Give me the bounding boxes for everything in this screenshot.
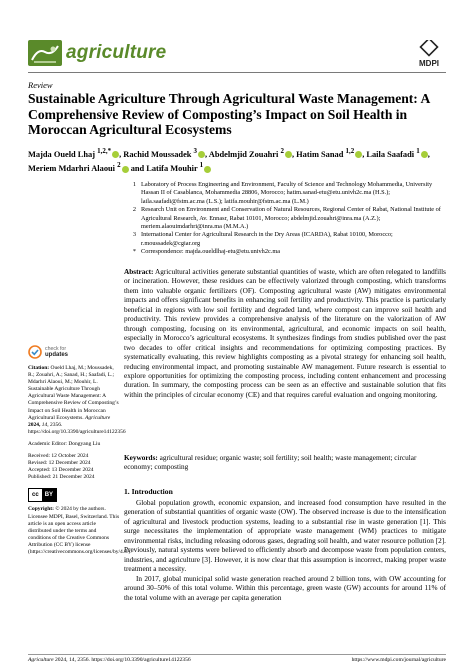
author-affil-sup: 1,2 bbox=[345, 147, 355, 155]
affiliation-item bbox=[124, 248, 446, 256]
received-date: Received: 12 October 2024 bbox=[28, 453, 89, 460]
article-title: Sustainable Agriculture Through Agricultural Waste Management: A Comprehensive Review of Composting’s Impact on Soil Health in Moroccan Agricultural Ecosystems bbox=[28, 91, 430, 138]
author-name: Meriem Mdarhri Alaoui bbox=[28, 164, 118, 174]
footer-journal: Agriculture bbox=[28, 657, 54, 663]
affiliation-mark: 2 bbox=[132, 206, 136, 214]
article-type: Review bbox=[28, 80, 53, 90]
author-name: , Hatim Sanad bbox=[291, 149, 346, 159]
copyright-block bbox=[28, 506, 132, 556]
affiliation-mark: 3 bbox=[132, 231, 136, 239]
cc-by-license-badge[interactable] bbox=[28, 488, 57, 502]
publisher-name: MDPI bbox=[419, 59, 439, 68]
keywords-label: Keywords: bbox=[124, 454, 158, 462]
author-affil-sup: 1,2,* bbox=[97, 147, 112, 155]
header-divider bbox=[28, 72, 446, 73]
keywords-text: agricultural residue; organic waste; soil fertility; soil health; waste management; circular economy; composting bbox=[124, 454, 417, 472]
citation-volume: 14, bbox=[40, 421, 49, 428]
orcid-icon[interactable] bbox=[285, 151, 292, 158]
mdpi-logo-icon bbox=[413, 40, 445, 68]
check-updates-top: check for bbox=[45, 346, 67, 352]
copyright-text: © 2024 by the authors. Licensee MDPI, Basel, Switzerland. This article is an open access article distributed under the terms and conditions of the Creative Commons Attribution (CC BY) license (https://creativecommons.org/licenses/by/4.0/). bbox=[28, 506, 132, 555]
author-name: , Laila Saafadi bbox=[362, 149, 417, 159]
affiliations bbox=[124, 181, 446, 257]
citation-pages[interactable]: 2356. https://doi.org/10.3390/agriculture14122356 bbox=[28, 421, 126, 435]
accepted-date: Accepted: 13 December 2024 bbox=[28, 467, 94, 474]
check-for-updates-button[interactable] bbox=[28, 345, 120, 359]
abstract-text: Agricultural activities generate substantial quantities of waste, which are often relegated to landfills or incineration. However, these residues can be effectively valorized through composting, which transforms them into valuable organic fertilizers (OF). Composting agricultural waste (AW) mitigates environmental impacts and offers significant benefits in enhancing soil fertility and productivity. This practice is particularly beneficial in regions with low soil fertility and degraded land, where compost can improve soil health and productivity. This review provides a comprehensive analysis of the literature on the valorization of AW through composting, focusing on its environmental, agricultural, and economic impacts on soil health, especially in Morocco’s agricultural ecosystems. It synthesizes findings from studies published over the past two decades to offer critical insights and recommendations for optimizing composting practices. By systematically evaluating, this review highlights composting as a pivotal strategy for enhancing soil health, reducing environmental impact, and promoting sustainable AW management. Future research is essential to explore opportunities for optimizing the composting process, including content enhancement and processing duration. In summary, the composting process can be seen as an effective and sustainable solution that fits within the principles of circular economy (CE) and that requires careful evaluation and ongoing monitoring. bbox=[124, 268, 446, 399]
citation-label: Citation: bbox=[28, 365, 50, 371]
author-affil-sup: 1 bbox=[416, 147, 420, 155]
affiliation-item bbox=[124, 206, 446, 231]
dates-block bbox=[28, 453, 120, 481]
author-name: , Rachid Moussadek bbox=[119, 149, 194, 159]
author-name: and Latifa Mouhir bbox=[128, 164, 200, 174]
paragraph: In 2017, global municipal solid waste generation reached around 2 billion tons, with OW accounting for around 30–50% of this total volume. Within this percentage, green waste (GW) accounts for around 11% of the total volume with an average per capita generation bbox=[124, 574, 446, 602]
orcid-icon[interactable] bbox=[204, 166, 211, 173]
affiliation-text: Laboratory of Process Engineering and Environment, Faculty of Science and Technology Mohammedia, University Hassan II of Casablanca, Mohammedia 28806, Morocco; hatim.sanad-etu@etu.univh2c.ma (H.S.); laila.saafadi@fstm.ac.ma (L.S.); latifa.mouhir@fstm.ac.ma (L.M.) bbox=[141, 181, 433, 205]
published-date: Published: 21 December 2024 bbox=[28, 474, 95, 481]
footer-divider bbox=[28, 654, 446, 655]
revised-date: Revised: 12 December 2024 bbox=[28, 460, 91, 467]
paragraph: Global population growth, economic expansion, and increased food consumption have resulted in the generation of substantial quantities of organic waste (OW). The observed increase is due to the intensification of agricultural and livestock production systems, leading to a substantial rise in waste generation [1]. This surge necessitates the implementation of appropriate waste management (WM) practices to mitigate environmental risks, including releasing odorous gases, degrading soil health, and water resource pollution [2]. Previously, natural systems were believed to efficiently absorb and decompose waste from population centers, industries, and agriculture [3]. However, it is now clear that this assumption is incorrect, making proper waste treatment a necessity. bbox=[124, 499, 446, 574]
author-list: Majda Oueld Lhaj $^{1,2,*}$ , Rachid Moussadek $^3$ , Abdelmjid Zouahri $^2$ , Hatim Sanad $^{1,2}$ , Laila Saafadi $^1$ , Meriem Mdarhri Alaoui $^2$ and Latifa Mouhir $^1$ bbox=[28, 147, 430, 174]
affiliation-item bbox=[124, 181, 446, 206]
by-icon: BY bbox=[42, 489, 56, 501]
cc-icon: cc bbox=[29, 489, 42, 501]
author-affil-sup: 2 bbox=[117, 161, 121, 170]
affiliation-text: Correspondence: majda.oueldlhaj-etu@etu.univh2c.ma bbox=[141, 248, 281, 256]
footer-journal-url[interactable]: https://www.mdpi.com/journal/agriculture bbox=[351, 657, 446, 663]
orcid-icon[interactable] bbox=[198, 151, 205, 158]
citation-block bbox=[28, 365, 126, 436]
section-heading: 1. Introduction bbox=[124, 487, 173, 496]
citation-journal: Agriculture bbox=[84, 414, 111, 421]
journal-logo-icon bbox=[28, 40, 62, 66]
abstract-label: Abstract: bbox=[124, 268, 154, 276]
abstract bbox=[124, 268, 446, 400]
affiliation-item bbox=[124, 231, 446, 248]
affiliation-text: Research Unit on Environment and Conservation of Natural Resources, Regional Center of Rabat, National Institute of Agricultural Research, Av. Ennasr, Rabat 10101, Morocco; abdelmjid.zouahri@inra.ma (A.Z.); meriem.alaouimdarhri@inra.ma (M.M.A.) bbox=[141, 206, 441, 231]
orcid-icon[interactable] bbox=[122, 166, 129, 173]
affiliation-text: International Center for Agricultural Research in the Dry Areas (ICARDA), Rabat 10100, Morocco; r.moussadek@cgiar.org bbox=[141, 231, 393, 247]
check-updates-icon bbox=[28, 345, 42, 359]
author-name: Majda Oueld Lhaj bbox=[28, 149, 98, 159]
citation-text: Oueld Lhaj, M.; Moussadek, R.; Zouahri, A.; Sanad, H.; Saafadi, L.; Mdarhri Alaoui, M.; Mouhir, L. Sustainable Agriculture Through Agricultural Waste Management: A Comprehensive Review of Composting’s Impact on Soil Health in Moroccan Agricultural Ecosystems. bbox=[28, 365, 119, 421]
journal-name: agriculture bbox=[66, 42, 167, 63]
author-affil-sup: 1 bbox=[199, 161, 204, 170]
sidebar bbox=[28, 345, 132, 561]
academic-editor: Academic Editor: Dongyang Liu bbox=[28, 440, 101, 447]
citation-year: 2024, bbox=[28, 421, 41, 428]
keywords bbox=[124, 454, 446, 473]
introduction-body bbox=[124, 499, 446, 603]
check-updates-bottom: updates bbox=[45, 352, 69, 358]
author-name: , Abdelmjid Zouahri bbox=[205, 149, 281, 159]
author-affil-sup: 2 bbox=[280, 147, 284, 155]
footer-citation[interactable]: 2024, 14, 2356. https://doi.org/10.3390/agriculture14122356 bbox=[53, 657, 191, 663]
copyright-label: Copyright: bbox=[28, 506, 54, 513]
affiliation-mark: 1 bbox=[132, 181, 136, 188]
footer bbox=[28, 657, 446, 663]
affiliation-mark: * bbox=[132, 248, 136, 256]
author-affil-sup: 3 bbox=[193, 147, 198, 155]
orcid-icon[interactable] bbox=[421, 151, 428, 158]
